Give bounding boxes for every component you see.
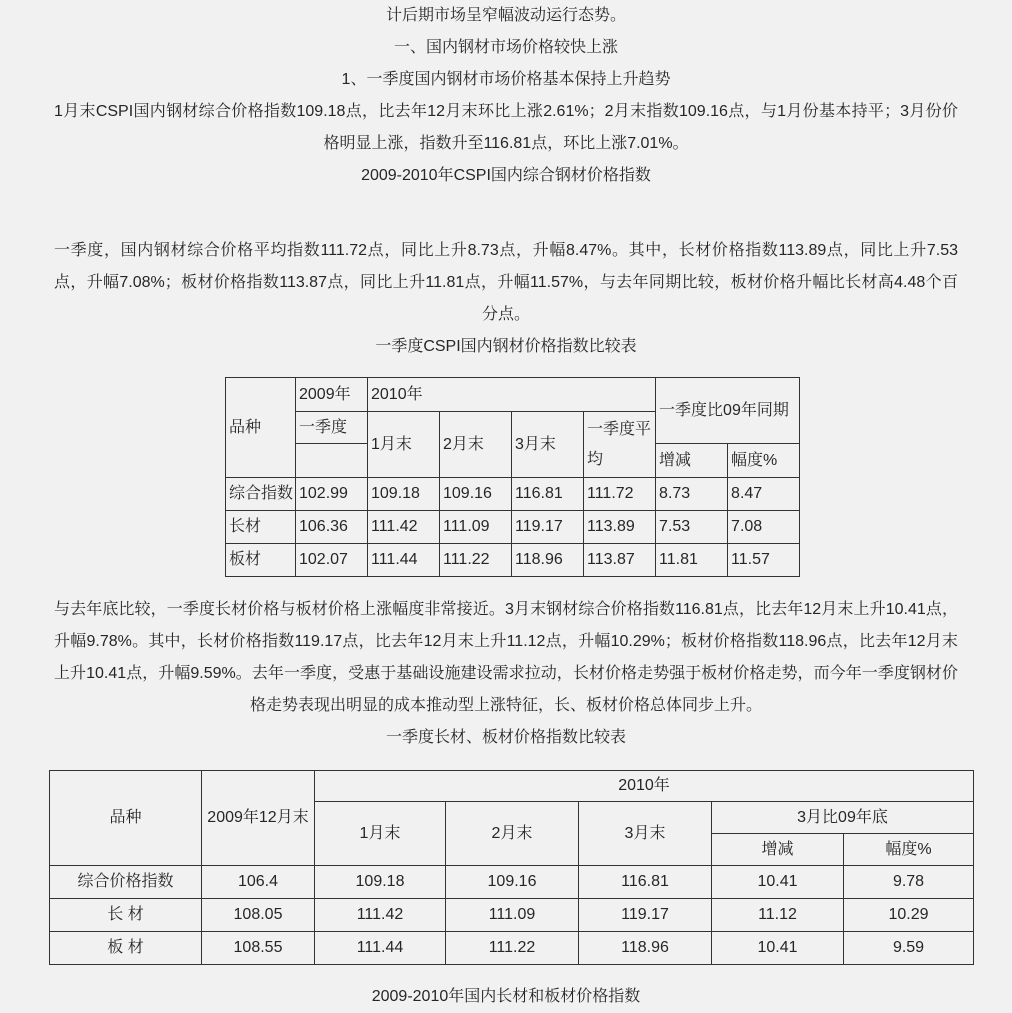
t1-header-2010: 2010年 [368,378,656,412]
table-cell: 118.96 [512,544,584,577]
table-cell: 102.07 [296,544,368,577]
t2-header-feb: 2月末 [446,802,579,866]
table-cell: 11.57 [728,544,800,577]
t1-header-jan: 1月末 [368,412,440,478]
table-cell: 108.05 [202,899,315,932]
t2-header-rate: 幅度% [844,834,974,866]
table-cell: 113.89 [584,511,656,544]
table-cell: 109.16 [440,478,512,511]
t2-row-label: 综合价格指数 [50,866,202,899]
table-cell: 8.47 [728,478,800,511]
t1-header-q1-avg: 一季度平均 [584,412,656,478]
t1-header-empty-cell [296,444,368,478]
table-cell: 111.42 [368,511,440,544]
table-cell: 113.87 [584,544,656,577]
table-cell: 111.22 [440,544,512,577]
paragraph-tail-line: 计后期市场呈窄幅波动运行态势。 [385,7,626,24]
table-cell: 10.41 [712,866,844,899]
t1-header-change: 增减 [656,444,728,478]
chart2-caption: 2009-2010年国内长材和板材价格指数 [371,988,641,1005]
t2-header-dec-2009: 2009年12月末 [202,771,315,866]
table-cell: 111.09 [440,511,512,544]
table-cell: 106.36 [296,511,368,544]
t1-header-2009: 2009年 [296,378,368,412]
t2-row-label: 板 材 [50,932,202,965]
table-cell: 108.55 [202,932,315,965]
table-row [50,899,974,932]
table-cell: 106.4 [202,866,315,899]
t1-header-mar: 3月末 [512,412,584,478]
t1-header-feb: 2月末 [440,412,512,478]
table-cell: 118.96 [579,932,712,965]
t1-row-label: 板材 [226,544,296,577]
t2-row-label: 长 材 [50,899,202,932]
table-cell: 11.81 [656,544,728,577]
t2-header-mar-vs-09: 3月比09年底 [712,802,974,834]
table-cell: 111.44 [315,932,446,965]
table-cell: 7.08 [728,511,800,544]
t1-header-species: 品种 [226,378,296,478]
paragraph-q1-summary: 一季度，国内钢材综合价格平均指数111.72点，同比上升8.73点，升幅8.47%。其中，长材价格指数113.89点，同比上升7.53点，升幅7.08%；板材价格指数113.87点，同比上升11.81点，升幅11.57%，与去年同期比较，板材价格升幅比长材高4.48个百分点。 [54,242,958,323]
table-row [226,478,800,511]
table-row [226,511,800,544]
paragraph-january-index: 1月末CSPI国内钢材综合价格指数109.18点，比去年12月末环比上涨2.61%；2月末指数109.16点，与1月份基本持平；3月份价格明显上涨，指数升至116.81点，环比上涨7.01%。 [54,103,958,152]
table-cell: 9.59 [844,932,974,965]
table-row [226,544,800,577]
section-heading: 一、国内钢材市场价格较快上涨 [393,39,618,56]
table-cell: 102.99 [296,478,368,511]
table2-caption: 一季度长材、板材价格指数比较表 [385,729,626,746]
table-cell: 109.18 [315,866,446,899]
table-cell: 8.73 [656,478,728,511]
t2-header-species: 品种 [50,771,202,866]
t2-header-2010: 2010年 [315,771,974,802]
table-cell: 116.81 [579,866,712,899]
table-cell: 111.72 [584,478,656,511]
table-cell: 116.81 [512,478,584,511]
table-cell: 11.12 [712,899,844,932]
table-cell: 119.17 [512,511,584,544]
table-row [50,866,974,899]
table-cell: 111.22 [446,932,579,965]
t2-header-change: 增减 [712,834,844,866]
cspi-q1-index-comparison-table [225,377,800,577]
table-cell: 119.17 [579,899,712,932]
t1-header-rate: 幅度% [728,444,800,478]
paragraph-vs-yearend: 与去年底比较，一季度长材价格与板材价格上涨幅度非常接近。3月末钢材综合价格指数116.81点，比去年12月末上升10.41点，升幅9.78%。其中，长材价格指数119.17点，比去年12月末上升11.12点，升幅10.29%；板材价格指数118.96点，比去年12月末上升10.41点，升幅9.59%。去年一季度，受惠于基础设施建设需求拉动，长材价格走势强于板材价格走势，而今年一季度钢材价格走势表现出明显的成本推动型上涨特征，长、板材价格总体同步上升。 [54,601,958,714]
t1-header-q1-vs-09: 一季度比09年同期 [656,378,800,444]
table1-caption: 一季度CSPI国内钢材价格指数比较表 [375,338,637,355]
long-flat-steel-index-comparison-table [49,770,974,965]
chart1-caption: 2009-2010年CSPI国内综合钢材价格指数 [361,167,651,184]
table-cell: 111.09 [446,899,579,932]
t1-row-label: 综合指数 [226,478,296,511]
table-cell: 109.16 [446,866,579,899]
t1-row-label: 长材 [226,511,296,544]
t1-header-q1-2009: 一季度 [296,412,368,444]
chart-placeholder [0,192,1012,235]
table-row [50,932,974,965]
table-cell: 10.29 [844,899,974,932]
table-cell: 111.42 [315,899,446,932]
table-cell: 111.44 [368,544,440,577]
t2-header-mar: 3月末 [579,802,712,866]
table-cell: 9.78 [844,866,974,899]
table-cell: 10.41 [712,932,844,965]
t2-header-jan: 1月末 [315,802,446,866]
table-cell: 7.53 [656,511,728,544]
table-cell: 109.18 [368,478,440,511]
subsection-heading: 1、一季度国内钢材市场价格基本保持上升趋势 [341,71,671,88]
